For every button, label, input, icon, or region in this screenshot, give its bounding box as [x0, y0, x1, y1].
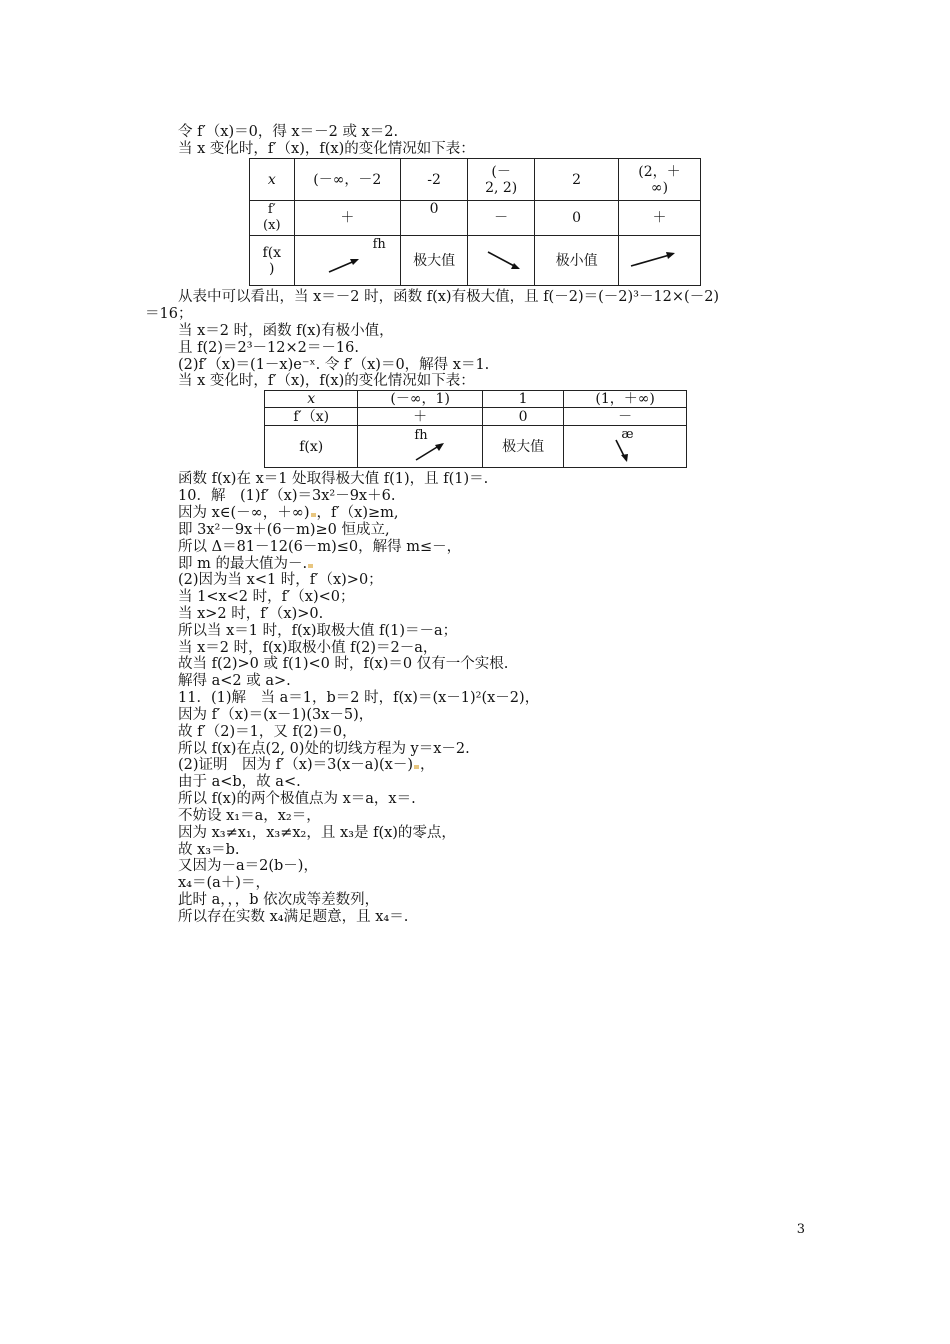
table-cell: f(x )	[250, 236, 295, 286]
arrow-up-right-icon	[619, 236, 697, 284]
text-line: 当 x 变化时，f′（x)，f(x)的变化情况如下表：	[178, 141, 475, 157]
variation-table-1	[249, 158, 701, 286]
table-cell: -2	[401, 159, 468, 201]
text-line: 不妨设 x₁＝a，x₂＝，	[178, 808, 321, 824]
text-line: 即 3x²－9x＋(6－m)≥0 恒成立,	[178, 522, 390, 538]
text-line: 故当 f(2)>0 或 f(1)<0 时，f(x)＝0 仅有一个实根.	[178, 656, 509, 672]
table-cell: f(x)	[265, 426, 358, 468]
text-line: 因为 x∈(－∞，＋∞) ，f′（x)≥m,	[178, 505, 399, 521]
table-cell: 0	[535, 201, 619, 236]
text-line: 当 x＝2 时，f(x)取极小值 f(2)＝2－a，	[178, 640, 438, 656]
table-cell: (－∞，1)	[358, 391, 483, 408]
table-cell: ＋	[618, 201, 700, 236]
text-line: 当 x>2 时，f′（x)>0.	[178, 606, 324, 622]
text-line: 所以当 x＝1 时，f(x)取极大值 f(1)＝－a；	[178, 623, 458, 639]
text-line: 所以存在实数 x₄满足题意，且 x₄＝.	[178, 909, 409, 925]
text-line: 当 x 变化时，f′（x)，f(x)的变化情况如下表：	[178, 373, 475, 389]
table-cell: f′ (x)	[250, 201, 295, 236]
arrow-up-right-icon	[295, 236, 398, 284]
arrow-up-right-icon	[358, 426, 480, 468]
highlight-mark	[311, 513, 316, 517]
table-cell: ＋	[358, 408, 483, 426]
highlight-mark	[414, 765, 419, 769]
text-line: 当 1<x<2 时，f′（x)<0；	[178, 589, 355, 605]
text-line: 11．(1)解 当 a＝1，b＝2 时，f(x)＝(x－1)²(x－2)，	[178, 690, 540, 706]
text-line: 当 x＝2 时，函数 f(x)有极小值，	[178, 323, 394, 339]
text-line: 由于 a<b，故 a<.	[178, 774, 301, 790]
highlight-mark	[308, 564, 313, 568]
table-cell: (－∞，－2	[294, 159, 400, 201]
text-line: 函数 f(x)在 x＝1 处取得极大值 f(1)，且 f(1)＝.	[178, 471, 489, 487]
decreasing-arrow-cell	[468, 236, 535, 286]
text-line: 且 f(2)＝2³－12×2＝－16.	[178, 340, 359, 356]
text-line: 又因为－a＝2(b－)，	[178, 858, 318, 874]
text-line: 即 m 的最大值为－.	[178, 556, 314, 573]
table-cell: －	[564, 408, 687, 426]
table-cell: (－ 2, 2)	[468, 159, 535, 201]
text-line: 从表中可以看出，当 x＝－2 时，函数 f(x)有极大值，且 f(－2)＝(－2)³－12×(－2)	[178, 289, 720, 305]
table-cell: 0	[401, 201, 468, 236]
text-line: 10．解 (1)f′（x)＝3x²－9x＋6.	[178, 488, 396, 504]
text-line: (2)f′（x)＝(1－x)e⁻ˣ. 令 f′（x)＝0，解得 x＝1.	[178, 357, 490, 373]
glyph-text: fh	[372, 237, 386, 252]
table-cell: (1，＋∞)	[564, 391, 687, 408]
text-line: ＝16；	[145, 306, 193, 322]
text-line: 令 f′（x)＝0，得 x＝－2 或 x＝2.	[178, 124, 399, 140]
table-cell: ＋	[294, 201, 400, 236]
text-line: 所以 f(x)的两个极值点为 x＝a，x＝.	[178, 791, 416, 807]
text-line: 因为 f′（x)＝(x－1)(3x－5)，	[178, 707, 374, 723]
table-cell: (2，＋ ∞)	[618, 159, 700, 201]
table-cell: －	[468, 201, 535, 236]
glyph-text: æ	[621, 427, 634, 442]
table-cell: 极大值	[401, 236, 468, 286]
table-cell: f′（x)	[265, 408, 358, 426]
increasing-arrow-cell	[294, 236, 400, 286]
table-cell: x	[250, 159, 295, 201]
text-line: 所以 f(x)在点(2, 0)处的切线方程为 y＝x－2.	[178, 741, 470, 757]
increasing-arrow-cell	[618, 236, 700, 286]
table-cell: 极大值	[482, 426, 563, 468]
table-cell: 0	[482, 408, 563, 426]
table-cell: 极小值	[535, 236, 619, 286]
increasing-arrow-cell	[358, 426, 483, 468]
text-line: 此时 a，，，b 依次成等差数列，	[178, 892, 380, 908]
arrow-down-right-icon	[468, 236, 531, 284]
text-line: 故 f′（2)＝1，又 f(2)＝0，	[178, 724, 357, 740]
text-line: 解得 a<2 或 a>.	[178, 673, 291, 689]
text-line: 所以 Δ＝81－12(6－m)≤0，解得 m≤－，	[178, 539, 462, 555]
page-number: 3	[796, 1222, 805, 1237]
decreasing-arrow-cell	[564, 426, 687, 468]
text-line: 故 x₃＝b.	[178, 842, 240, 858]
text-line: x₄＝(a＋)＝，	[178, 875, 270, 891]
table-cell: 1	[482, 391, 563, 408]
table-cell: 2	[535, 159, 619, 201]
table-cell: x	[265, 391, 358, 408]
arrow-down-right-icon	[564, 426, 684, 468]
variation-table-2	[264, 390, 687, 468]
text-line: 因为 x₃≠x₁，x₃≠x₂，且 x₃是 f(x)的零点，	[178, 825, 456, 841]
glyph-text: fh	[414, 428, 428, 443]
text-line: (2)证明 因为 f′（x)＝3(x－a)(x－) ，	[178, 757, 435, 773]
text-line: (2)因为当 x<1 时，f′（x)>0；	[178, 572, 383, 588]
